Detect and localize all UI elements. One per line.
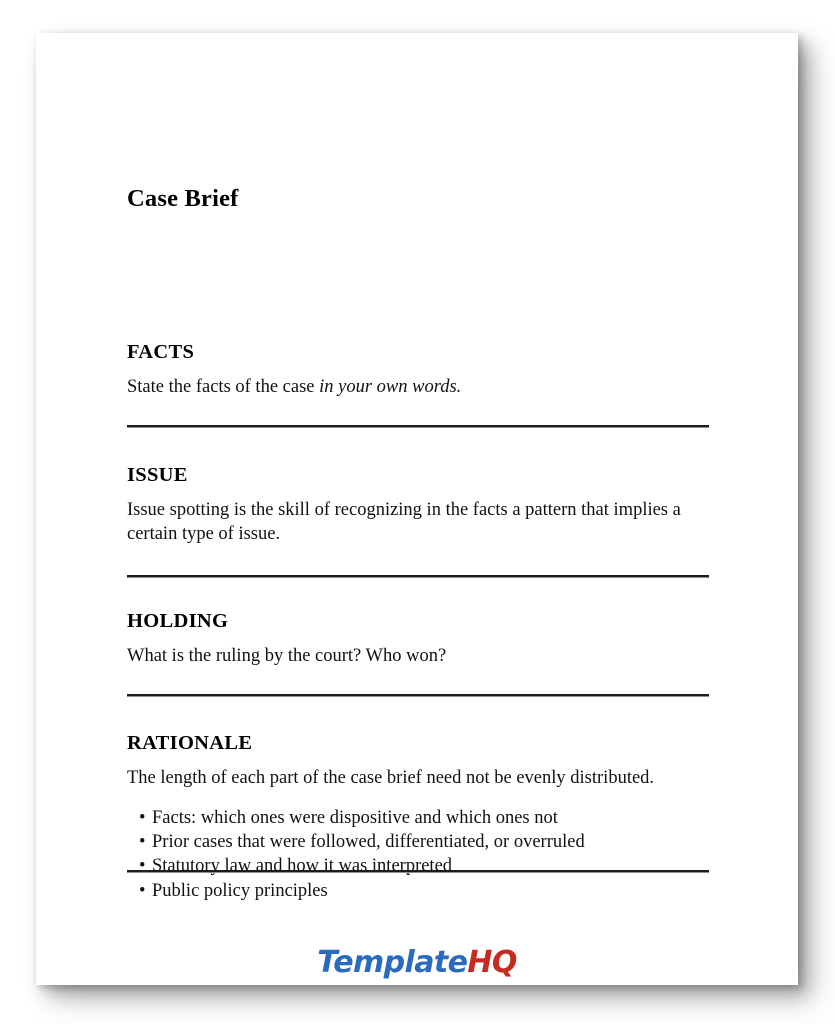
- page-title: Case Brief: [127, 185, 239, 212]
- section-divider-holding: [127, 694, 709, 697]
- section-body-holding: What is the ruling by the court? Who won?: [127, 645, 447, 666]
- bullet-icon: •: [139, 880, 146, 901]
- bullet-icon: •: [139, 832, 146, 852]
- section-holding: [127, 610, 709, 668]
- section-body-facts: [127, 375, 709, 399]
- list-item: [127, 854, 709, 878]
- list-item-label: Statutory law and how it was interpreted: [152, 856, 453, 877]
- section-heading-issue: ISSUE: [127, 464, 188, 486]
- list-item-label: Public policy principles: [152, 880, 328, 901]
- section-divider-issue: [127, 575, 709, 578]
- section-issue: [127, 464, 709, 546]
- section-heading-facts: FACTS: [127, 341, 195, 363]
- logo-text-template: Template: [317, 945, 468, 980]
- section-heading-rationale: RATIONALE: [127, 732, 253, 754]
- templatehq-logo: [36, 945, 798, 980]
- section-rationale: [127, 732, 709, 903]
- rationale-bullet-list: [127, 806, 709, 904]
- bullet-icon: •: [139, 856, 146, 877]
- section-heading-holding: HOLDING: [127, 610, 229, 632]
- section-divider-rationale: [127, 870, 709, 873]
- section-body-facts-italic: in your own words.: [319, 376, 462, 397]
- section-body-facts-plain: State the facts of the case: [127, 376, 320, 397]
- logo-text-hq: HQ: [467, 945, 517, 980]
- list-item: [127, 806, 709, 830]
- section-body-issue: Issue spotting is the skill of recognizing in the facts a pattern that implies a certain type of issue.: [127, 499, 681, 544]
- list-item-label: Prior cases that were followed, differentiated, or overruled: [152, 832, 585, 852]
- section-facts: [127, 341, 709, 399]
- section-divider-facts: [127, 425, 709, 428]
- list-item: [127, 879, 709, 903]
- section-body-rationale: The length of each part of the case brief need not be evenly distributed.: [127, 767, 655, 788]
- list-item: [127, 830, 709, 854]
- document-page: [36, 33, 798, 985]
- list-item-label: Facts: which ones were dispositive and which ones not: [152, 807, 558, 828]
- bullet-icon: •: [139, 807, 146, 828]
